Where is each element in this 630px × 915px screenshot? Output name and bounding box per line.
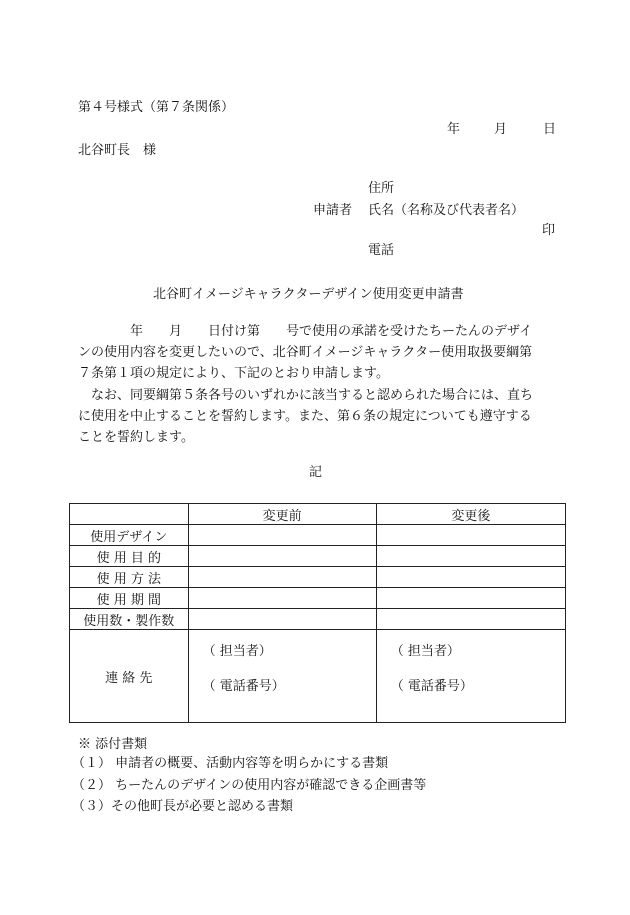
before-cell[interactable] [188,525,376,546]
contact-phone-label: （ 電話番号） [202,679,285,694]
date-month: 月 [494,122,508,137]
contact-before-cell[interactable] [188,630,376,723]
before-cell[interactable] [188,588,376,609]
body-paragraph-1 [78,321,556,384]
header-before: 変更前 [188,504,376,525]
body-line: なお、同要綱第５条各号のいずれかに該当すると認められた場合には、直ち [78,388,534,403]
table-row [70,588,566,609]
table-row [70,525,566,546]
after-cell[interactable] [376,588,565,609]
contact-person-label: （ 担当者） [202,644,272,659]
body-line: ンの使用内容を変更したいので、北谷町イメージキャラクター使用取扱要綱第 [78,345,533,360]
address-label: 住所 [368,181,395,196]
applicant-label: 申請者 [313,203,353,218]
attachment-item: （１） 申請者の概要、活動内容等を明らかにする書類 [72,756,389,771]
body-line: 年 月 日付け第 号で使用の承諾を受けたちーたんのデザイ [78,324,533,339]
row-label: 使 用 目 的 [70,546,189,567]
contact-row [70,630,566,723]
document-title: 北谷町イメージキャラクターデザイン使用変更申請書 [153,287,464,302]
before-cell[interactable] [188,609,376,630]
attachment-item: （３）その他町長が必要と認める書類 [72,799,294,814]
date-year: 年 [447,122,461,137]
table-header-row [70,504,566,525]
body-paragraph-2 [78,385,556,448]
body-line: ７条第１項の規定により、下記のとおり申請します。 [78,366,389,381]
date-day: 日 [543,122,557,137]
body-line: ことを誓約します。 [78,430,194,445]
name-label: 氏名（名称及び代表者名） [368,203,525,218]
row-label: 使用デザイン [70,525,189,546]
table-row [70,609,566,630]
contact-phone-label: （ 電話番号） [390,679,473,694]
addressee: 北谷町長 様 [78,143,157,158]
after-cell[interactable] [376,567,565,588]
change-table [69,503,566,723]
header-after: 変更後 [376,504,565,525]
row-label: 使用数・製作数 [70,609,189,630]
form-number: 第４号様式（第７条関係） [78,100,235,115]
table-row [70,546,566,567]
row-label: 使 用 期 間 [70,588,189,609]
before-cell[interactable] [188,546,376,567]
attachment-item: （２） ちーたんのデザインの使用内容が確認できる企画書等 [72,778,427,793]
seal-mark: 印 [542,223,556,238]
after-cell[interactable] [376,546,565,567]
body-line: に使用を中止することを誓約します。また、第６条の規定についても遵守する [78,409,532,424]
table-corner-cell [70,504,189,525]
phone-label: 電話 [368,243,395,258]
contact-after-cell[interactable] [376,630,565,723]
after-cell[interactable] [376,525,565,546]
contact-person-label: （ 担当者） [390,644,460,659]
before-cell[interactable] [188,567,376,588]
attachments-heading: ※ 添付書類 [78,737,148,752]
row-label: 使 用 方 法 [70,567,189,588]
ki-heading: 記 [309,465,323,480]
after-cell[interactable] [376,609,565,630]
contact-label: 連 絡 先 [70,630,189,723]
table-row [70,567,566,588]
